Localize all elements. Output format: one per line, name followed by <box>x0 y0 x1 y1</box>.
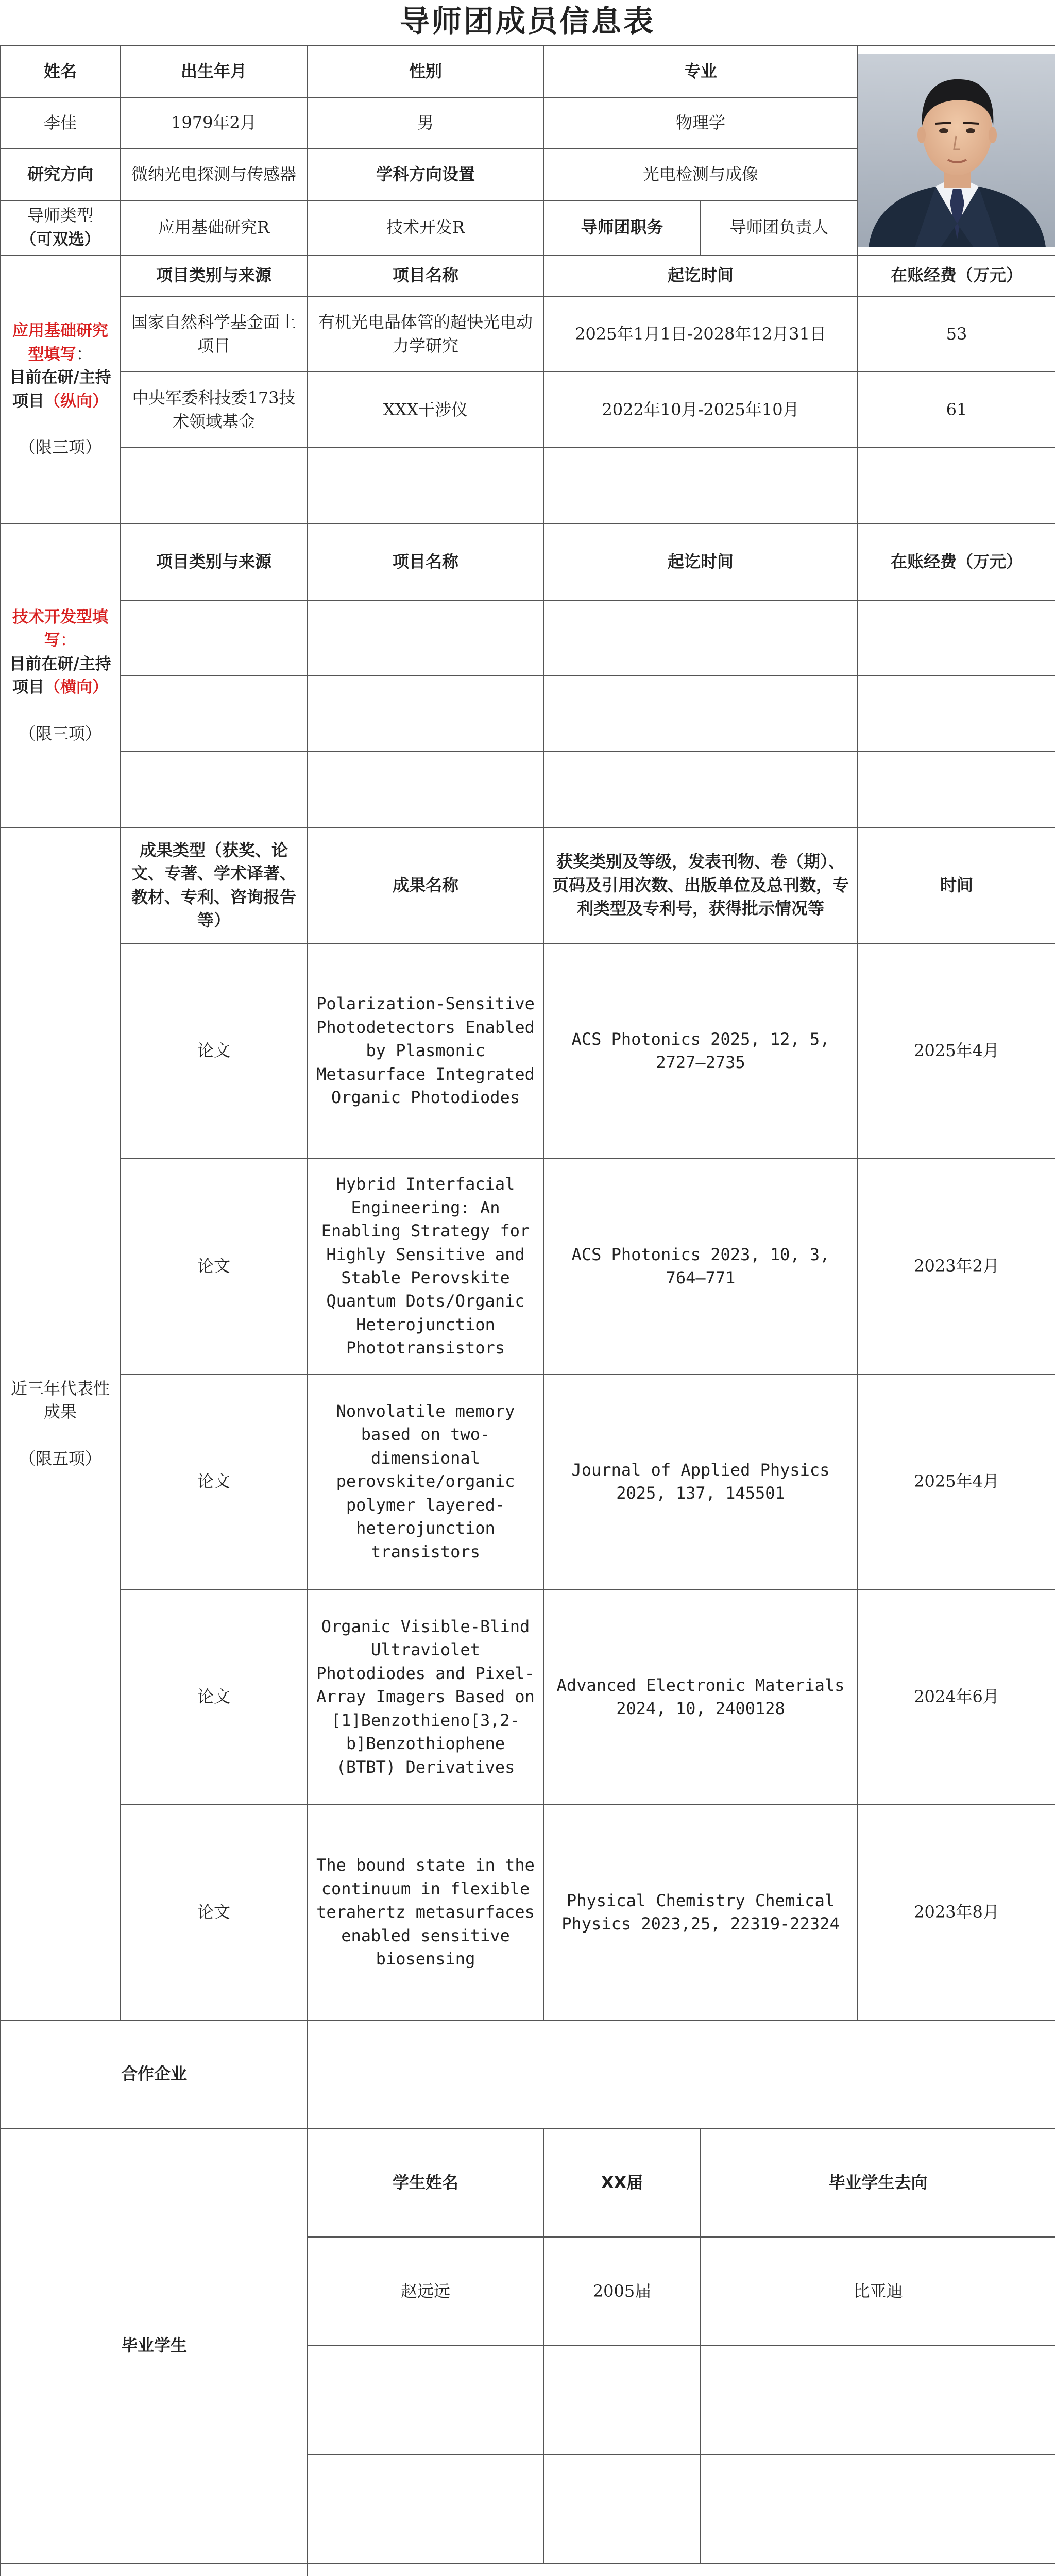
grad-row1-name: 赵远远 <box>308 2237 543 2346</box>
graduates-label: 毕业学生 <box>1 2128 308 2563</box>
empty-cell <box>308 676 543 752</box>
position-value: 导师团负责人 <box>701 200 858 255</box>
gender-value: 男 <box>308 97 543 148</box>
tech-label-black: 目前在研/主持项目 <box>9 654 111 697</box>
tech-label-colon: ： <box>60 630 77 650</box>
mentor-type-header-line1: 导师类型 <box>27 206 93 226</box>
empty-cell <box>308 600 543 676</box>
info-table <box>0 45 1055 2576</box>
tech-header-row <box>1 523 1055 600</box>
table-row <box>1 1589 1055 1805</box>
research-value: 微纳光电探测与传感器 <box>120 149 308 200</box>
ach-row4-time: 2024年6月 <box>858 1589 1055 1805</box>
applied-label-colon: ： <box>76 344 93 364</box>
research-header: 研究方向 <box>1 149 120 200</box>
applied-h-period: 起讫时间 <box>543 255 858 296</box>
ach-h-name: 成果名称 <box>308 827 543 943</box>
tech-label-red1: 技术开发型填写 <box>12 607 108 650</box>
table-row <box>1 296 1055 372</box>
mentor-type-header <box>1 200 120 255</box>
applied-section-label <box>1 255 120 523</box>
discipline-value: 光电检测与成像 <box>543 149 858 200</box>
empty-cell <box>120 448 308 523</box>
applied-label-red1: 应用基础研究型填写 <box>12 321 108 364</box>
ach-h-time: 时间 <box>858 827 1055 943</box>
achievements-label: 近三年代表性成果 <box>10 1378 110 1422</box>
ach-row2-detail: ACS Photonics 2023, 10, 3, 764–771 <box>543 1159 858 1374</box>
enterprise-value <box>308 2020 1055 2128</box>
applied-header-row <box>1 255 1055 296</box>
ach-row4-type: 论文 <box>120 1589 308 1805</box>
achievements-section-label <box>1 827 120 2020</box>
ach-row3-title: Nonvolatile memory based on two-dimensional perovskite/organic polymer layered-heterojunction transistors <box>308 1374 543 1589</box>
applied-h-name: 项目名称 <box>308 255 543 296</box>
discipline-header: 学科方向设置 <box>308 149 543 200</box>
empty-cell <box>308 752 543 827</box>
empty-cell <box>543 448 858 523</box>
tech-h-funds: 在账经费（万元） <box>858 523 1055 600</box>
applied-row2-name: XXX干涉仪 <box>308 372 543 448</box>
ach-row2-title: Hybrid Interfacial Engineering: An Enabling Strategy for Highly Sensitive and Stable Perovskite Quantum Dots/Organic Heterojunction Phototransistors <box>308 1159 543 1374</box>
major-value: 物理学 <box>543 97 858 148</box>
achievements-header-row <box>1 827 1055 943</box>
applied-row1-category: 国家自然科学基金面上项目 <box>120 296 308 372</box>
empty-cell <box>858 752 1055 827</box>
basic-header-row <box>1 46 1055 97</box>
ach-row1-title: Polarization-Sensitive Photodetectors Enabled by Plasmonic Metasurface Integrated Organic Photodiodes <box>308 943 543 1159</box>
achievements-label-limit: （限五项） <box>19 1448 101 1468</box>
table-row-empty <box>1 676 1055 752</box>
enterprise-label: 合作企业 <box>1 2020 308 2128</box>
ach-row5-title: The bound state in the continuum in flexible terahertz metasurfaces enabled sensitive biosensing <box>308 1805 543 2020</box>
position-header: 导师团职务 <box>543 200 701 255</box>
birth-value: 1979年2月 <box>120 97 308 148</box>
empty-cell <box>308 2346 543 2454</box>
tech-h-category: 项目类别与来源 <box>120 523 308 600</box>
applied-row1-period: 2025年1月1日-2028年12月31日 <box>543 296 858 372</box>
ach-row5-type: 论文 <box>120 1805 308 2020</box>
table-row <box>1 1805 1055 2020</box>
ach-h-detail: 获奖类别及等级，发表刊物、卷（期）、页码及引用次数、出版单位及总刊数，专利类型及专利号，获得批示情况等 <box>543 827 858 943</box>
major-header: 专业 <box>543 46 858 97</box>
name-header: 姓名 <box>1 46 120 97</box>
applied-label-black: 目前在研/主持项目 <box>9 368 111 411</box>
ach-row3-type: 论文 <box>120 1374 308 1589</box>
empty-cell <box>543 676 858 752</box>
grad-h-destination: 毕业学生去向 <box>701 2128 1055 2237</box>
tech-h-period: 起讫时间 <box>543 523 858 600</box>
applied-row1-funds: 53 <box>858 296 1055 372</box>
enterprise-row <box>1 2020 1055 2128</box>
empty-cell <box>858 676 1055 752</box>
ach-row2-time: 2023年2月 <box>858 1159 1055 1374</box>
empty-cell <box>543 2454 701 2563</box>
photo-cell <box>858 46 1055 255</box>
tech-label-red2: （横向） <box>44 678 108 697</box>
applied-label-red2: （纵向） <box>44 392 108 411</box>
tech-label-limit: （限三项） <box>19 723 101 743</box>
applied-h-funds: 在账经费（万元） <box>858 255 1055 296</box>
name-value: 李佳 <box>1 97 120 148</box>
mentor-type-applied: 应用基础研究R <box>120 200 308 255</box>
table-row <box>1 1159 1055 1374</box>
ach-row1-time: 2025年4月 <box>858 943 1055 1159</box>
ach-row4-title: Organic Visible-Blind Ultraviolet Photodiodes and Pixel-Array Imagers Based on [1]Benzothieno[3,2-b]Benzothiophene (BTBT) Derivatives <box>308 1589 543 1805</box>
grad-h-name: 学生姓名 <box>308 2128 543 2237</box>
ach-row3-time: 2025年4月 <box>858 1374 1055 1589</box>
requirements-label <box>1 2563 308 2576</box>
empty-cell <box>120 752 308 827</box>
empty-cell <box>543 2346 701 2454</box>
empty-cell <box>858 600 1055 676</box>
ach-row5-time: 2023年8月 <box>858 1805 1055 2020</box>
applied-label-limit: （限三项） <box>19 437 101 457</box>
empty-cell <box>543 600 858 676</box>
mentor-type-header-line2: （可双选） <box>20 230 100 249</box>
gender-header: 性别 <box>308 46 543 97</box>
applied-row2-period: 2022年10月-2025年10月 <box>543 372 858 448</box>
ach-row5-detail: Physical Chemistry Chemical Physics 2023,25, 22319-22324 <box>543 1805 858 2020</box>
table-row-empty <box>1 752 1055 827</box>
grad-row1-destination: 比亚迪 <box>701 2237 1055 2346</box>
requirements-text <box>308 2563 1055 2576</box>
applied-h-category: 项目类别与来源 <box>120 255 308 296</box>
table-row-empty <box>1 600 1055 676</box>
table-row <box>1 943 1055 1159</box>
tech-section-label <box>1 523 120 827</box>
empty-cell <box>308 448 543 523</box>
birth-header: 出生年月 <box>120 46 308 97</box>
empty-cell <box>701 2454 1055 2563</box>
table-row <box>1 1374 1055 1589</box>
empty-cell <box>120 676 308 752</box>
table-row <box>1 372 1055 448</box>
applied-row2-funds: 61 <box>858 372 1055 448</box>
grad-h-year: XX届 <box>543 2128 701 2237</box>
ach-row1-detail: ACS Photonics 2025, 12, 5, 2727–2735 <box>543 943 858 1159</box>
empty-cell <box>120 600 308 676</box>
ach-row1-type: 论文 <box>120 943 308 1159</box>
portrait-photo <box>858 54 1055 247</box>
ach-row2-type: 论文 <box>120 1159 308 1374</box>
ach-h-type: 成果类型（获奖、论文、专著、学术译著、教材、专利、咨询报告等） <box>120 827 308 943</box>
requirements-row <box>1 2563 1055 2576</box>
empty-cell <box>543 752 858 827</box>
grad-row1-year: 2005届 <box>543 2237 701 2346</box>
applied-row1-name: 有机光电晶体管的超快光电动力学研究 <box>308 296 543 372</box>
tech-h-name: 项目名称 <box>308 523 543 600</box>
empty-cell <box>858 448 1055 523</box>
applied-row2-category: 中央军委科技委173技术领域基金 <box>120 372 308 448</box>
page-title: 导师团成员信息表 <box>399 4 655 39</box>
empty-cell <box>701 2346 1055 2454</box>
ach-row3-detail: Journal of Applied Physics 2025, 137, 145501 <box>543 1374 858 1589</box>
table-row-empty <box>1 448 1055 523</box>
ach-row4-detail: Advanced Electronic Materials 2024, 10, 2400128 <box>543 1589 858 1805</box>
mentor-type-tech: 技术开发R <box>308 200 543 255</box>
empty-cell <box>308 2454 543 2563</box>
graduates-header-row <box>1 2128 1055 2237</box>
